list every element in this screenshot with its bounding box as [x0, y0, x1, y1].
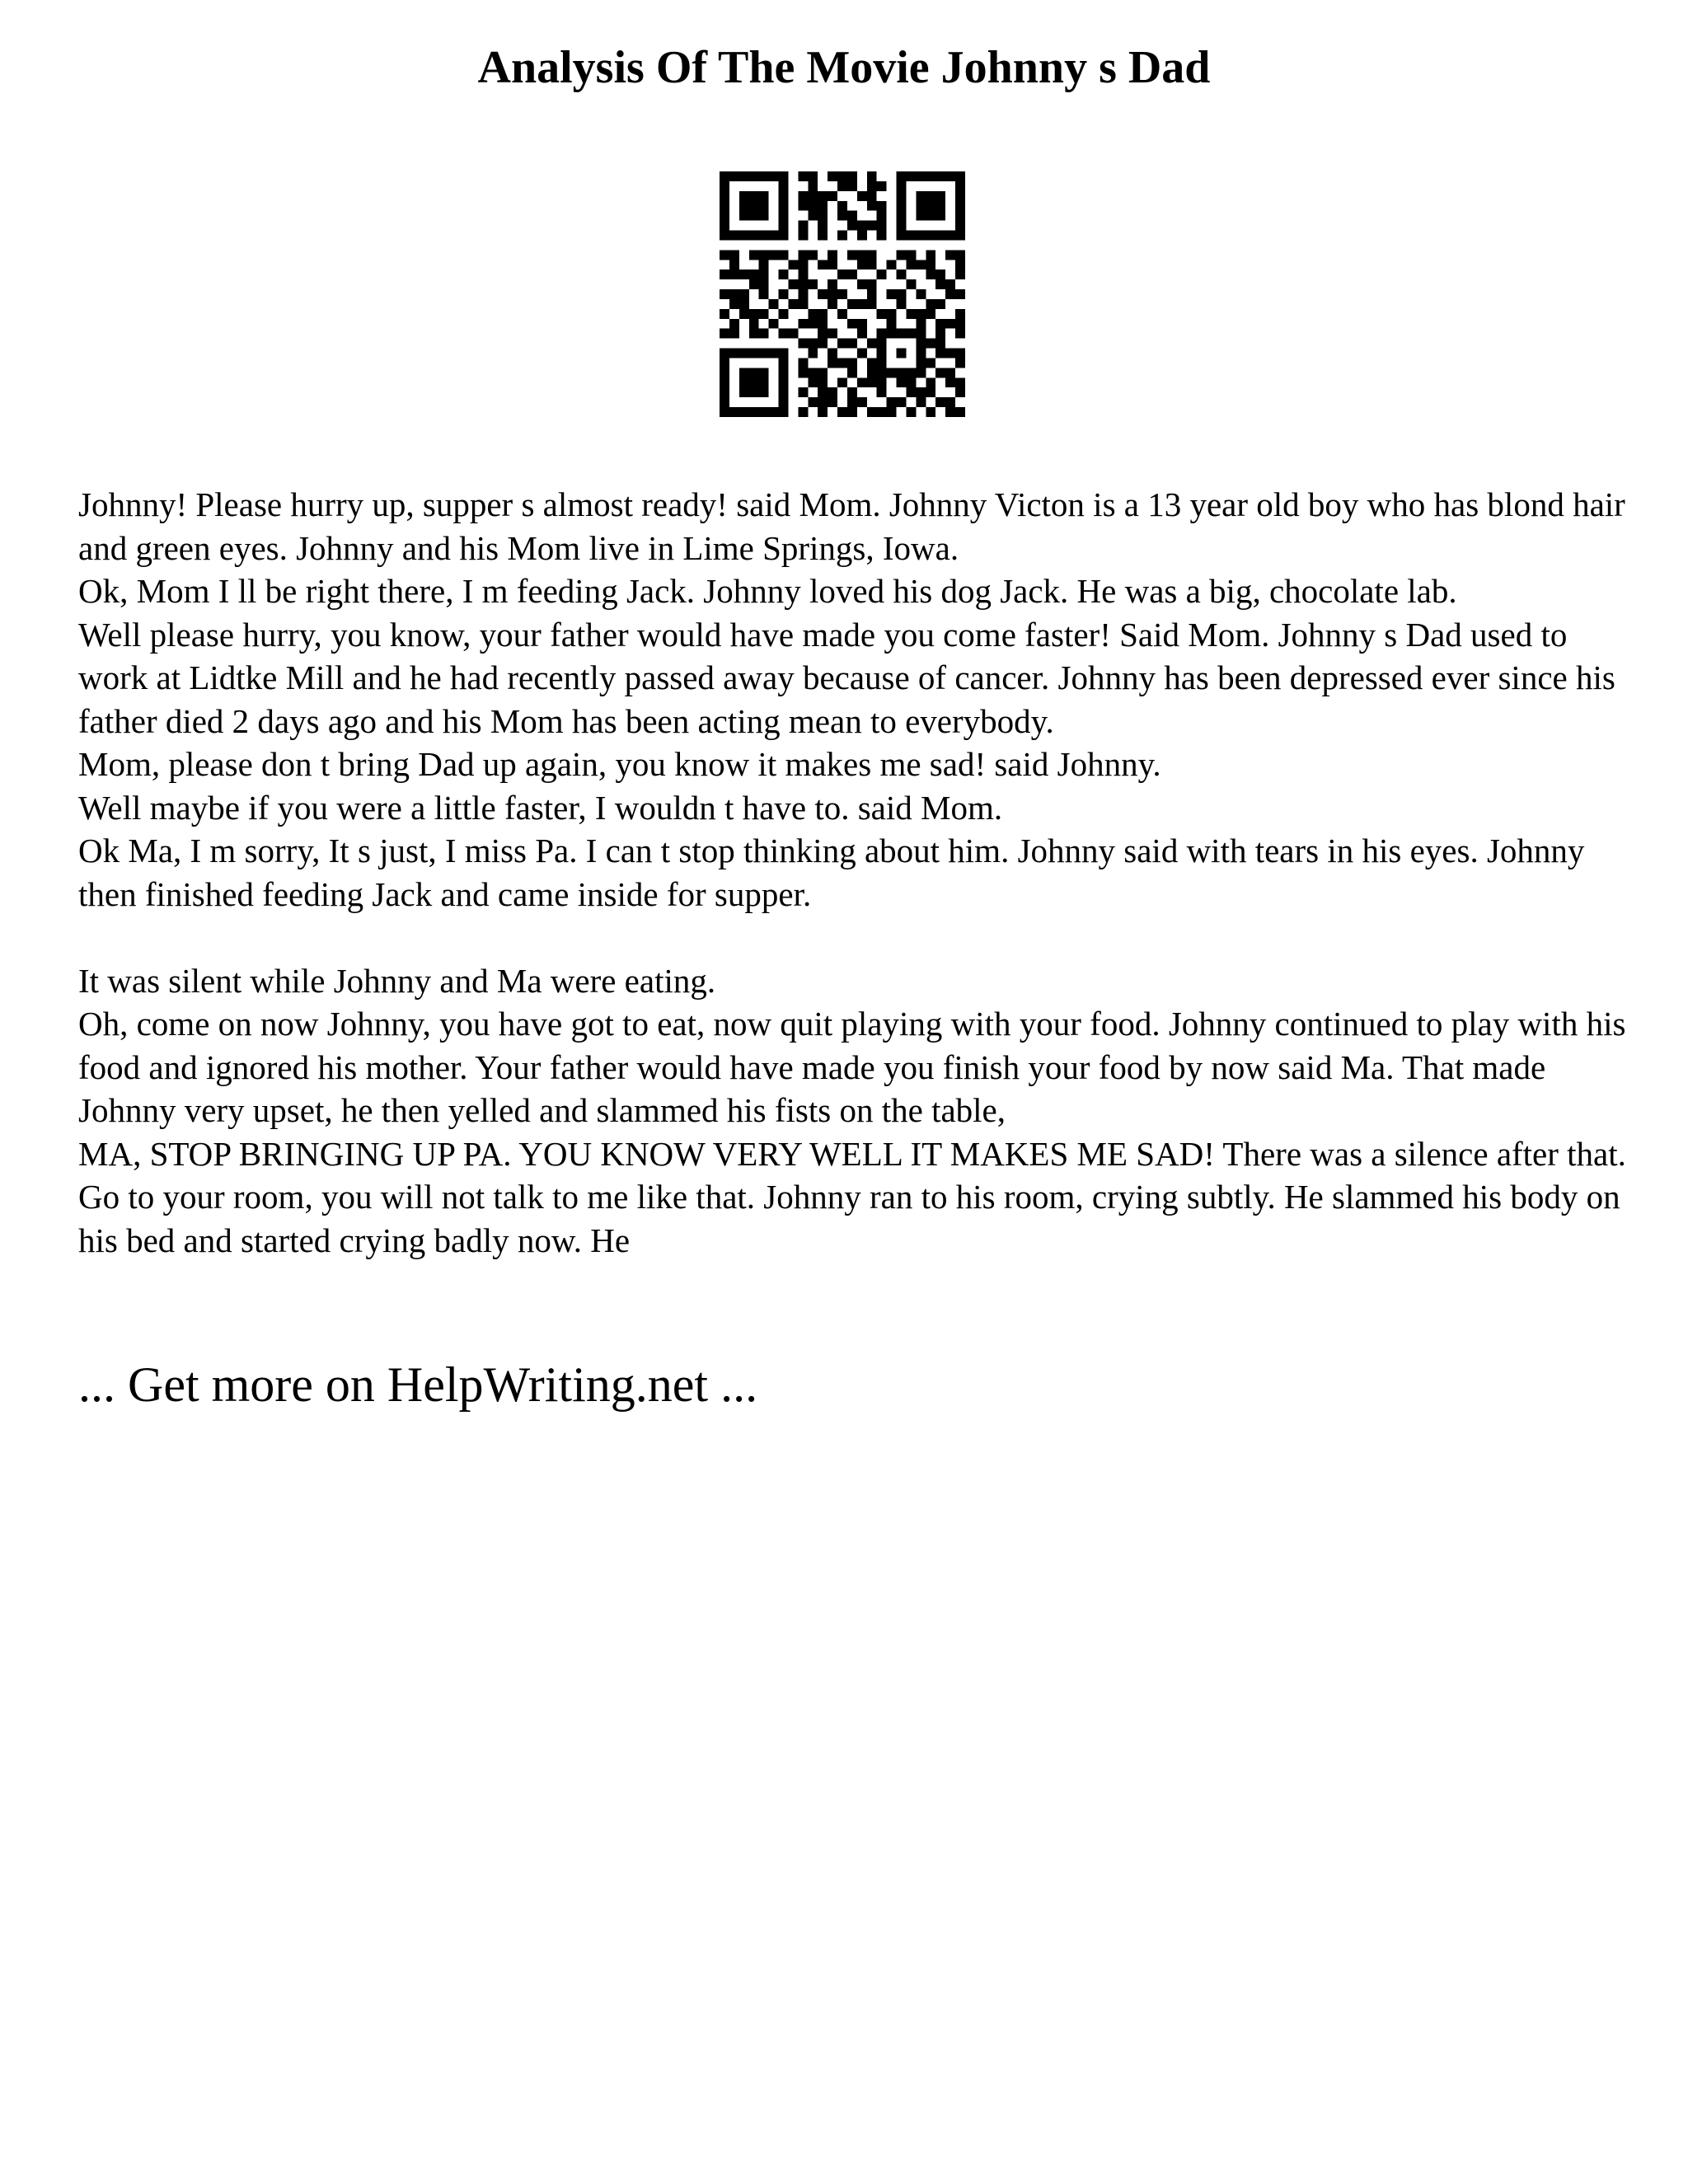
body-paragraph: Ok Ma, I m sorry, It s just, I miss Pa. I can t stop thinking about him. Johnny said with tears in his eyes. Johnny then finished feeding Jack and came inside for supper.: [78, 832, 1585, 913]
body-paragraph: Johnny! Please hurry up, supper s almost ready! said Mom. Johnny Victon is a 13 year old boy who has blond hair and green eyes. Johnny and his Mom live in Lime Springs, Iowa.: [78, 485, 1625, 567]
get-more-link[interactable]: ... Get more on HelpWriting.net ...: [78, 1357, 758, 1412]
body-paragraph: Well maybe if you were a little faster, I wouldn t have to. said Mom.: [78, 788, 1003, 827]
document-title: Analysis Of The Movie Johnny s Dad: [477, 42, 1211, 93]
document-body: [78, 483, 1628, 1262]
body-paragraph: Oh, come on now Johnny, you have got to eat, now quit playing with your food. Johnny continued to play with his food and ignored his mother. Your father would have made you finish your food by now said Ma. That made Johnny very upset, he then yelled and slammed his fists on the table,: [78, 1005, 1626, 1129]
qr-code-icon: [720, 171, 965, 417]
qr-code-graphic: [720, 171, 965, 417]
body-paragraph: Ok, Mom I ll be right there, I m feeding Jack. Johnny loved his dog Jack. He was a big, chocolate lab.: [78, 572, 1457, 610]
paragraph-gap: [78, 916, 1628, 959]
body-paragraph: Go to your room, you will not talk to me like that. Johnny ran to his room, crying subtly. He slammed his body on his bed and started crying badly now. He: [78, 1178, 1620, 1259]
body-paragraph: MA, STOP BRINGING UP PA. YOU KNOW VERY WELL IT MAKES ME SAD! There was a silence after that.: [78, 1134, 1626, 1173]
body-paragraph: It was silent while Johnny and Ma were eating.: [78, 961, 716, 1000]
body-paragraph: Well please hurry, you know, your father would have made you come faster! Said Mom. Johnny s Dad used to work at Lidtke Mill and he had recently passed away because of cancer. Johnny has been depressed ever since his father died 2 days ago and his Mom has been acting mean to everybody.: [78, 615, 1615, 740]
body-paragraph: Mom, please don t bring Dad up again, you know it makes me sad! said Johnny.: [78, 745, 1161, 783]
